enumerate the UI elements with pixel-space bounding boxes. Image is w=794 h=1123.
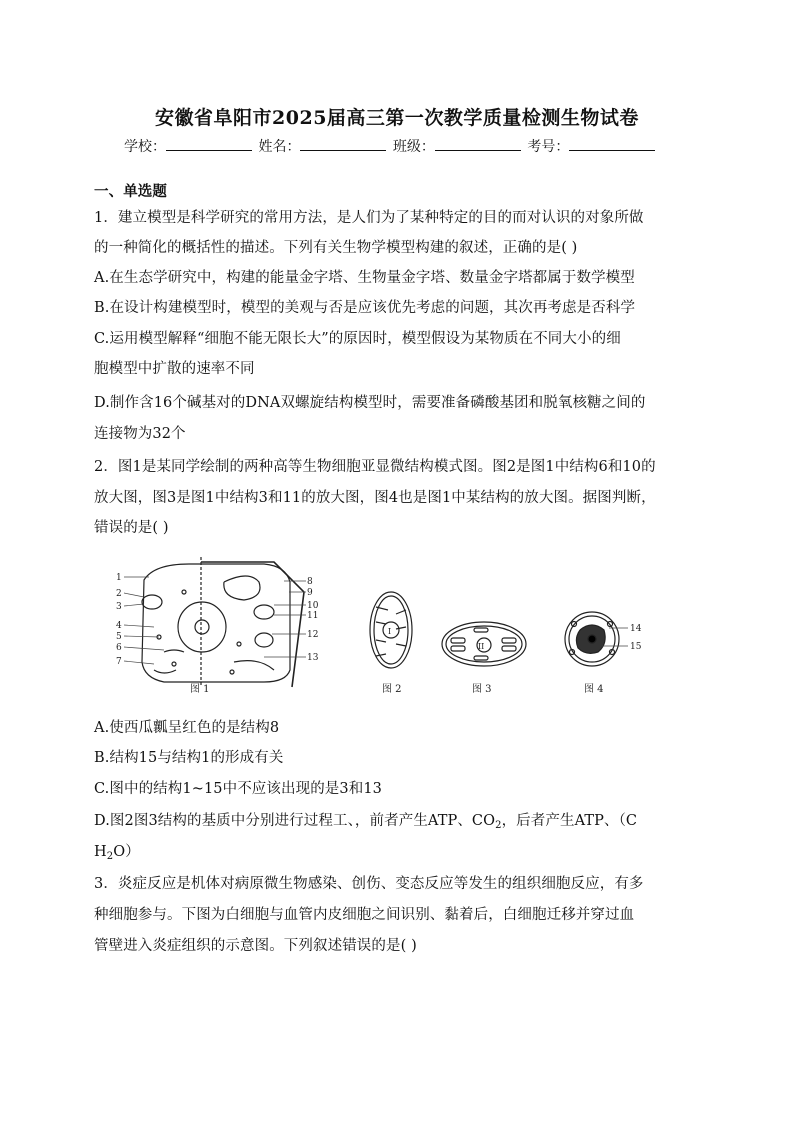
figure-2-caption: 图 2 xyxy=(382,684,402,695)
figure-4-caption: 图 4 xyxy=(584,684,604,695)
figure-1-caption: 图 1 xyxy=(190,684,210,695)
cell-structure-figure xyxy=(114,552,654,702)
class-blank[interactable] xyxy=(435,138,521,151)
q2-d-text-4: O） xyxy=(113,844,140,860)
name-blank[interactable] xyxy=(300,138,386,151)
q2-option-a[interactable]: A.使西瓜瓤呈红色的是结构8 xyxy=(94,720,280,736)
class-label: 班级： xyxy=(392,139,435,155)
section-heading: 一、单选题 xyxy=(94,183,167,200)
label-15: 15 xyxy=(630,642,642,652)
q1-option-a[interactable]: A.在生态学研究中，构建的能量金字塔、生物量金字塔、数量金字塔都属于数学模型 xyxy=(94,270,635,286)
label-10: 10 xyxy=(307,601,319,611)
q1-option-c-line1[interactable]: C.运用模型解释“细胞不能无限长大”的原因时，模型假设为某物质在不同大小的细 xyxy=(94,331,621,347)
q2-stem-line2: 放大图，图3是图1中结构3和11的放大图，图4也是图1中某结构的放大图。据图判断， xyxy=(94,490,656,506)
q2-stem-line1: 2．图1是某同学绘制的两种高等生物细胞亚显微结构模式图。图2是图1中结构6和10的 xyxy=(94,459,656,475)
label-9: 9 xyxy=(307,588,313,598)
q1-option-c-line2: 胞模型中扩散的速率不同 xyxy=(94,361,255,377)
label-6: 6 xyxy=(116,643,122,653)
student-info-row xyxy=(124,136,657,156)
number-blank[interactable] xyxy=(569,138,655,151)
q3-stem-line3: 管壁进入炎症组织的示意图。下列叙述错误的是( ) xyxy=(94,938,417,954)
q1-option-d-line1[interactable]: D.制作含16个碱基对的DNA双螺旋结构模型时，需要准备磷酸基团和脱氧核糖之间的 xyxy=(94,395,646,411)
roman-numeral-ii: II xyxy=(478,642,485,651)
school-blank[interactable] xyxy=(166,138,252,151)
q2-option-d-line1[interactable] xyxy=(94,809,637,831)
q2-d-text-3: H xyxy=(94,844,107,860)
q2-d-sub-2: 2 xyxy=(106,851,114,862)
q1-stem-line2: 的一种简化的概括性的描述。下列有关生物学模型构建的叙述，正确的是( ) xyxy=(94,240,578,256)
q2-d-sub-1: 2 xyxy=(495,820,502,831)
label-3: 3 xyxy=(116,602,122,612)
label-12: 12 xyxy=(307,630,319,640)
number-label: 考号： xyxy=(527,139,570,155)
roman-numeral-i: I xyxy=(388,627,392,636)
label-14: 14 xyxy=(630,624,642,634)
q3-stem-line1: 3．炎症反应是机体对病原微生物感染、创伤、变态反应等发生的组织细胞反应，有多 xyxy=(94,876,644,892)
label-2: 2 xyxy=(116,589,122,599)
figure-1-cell-diagram xyxy=(142,557,304,687)
q2-d-text-2: ，后者产生ATP、（C xyxy=(501,813,638,829)
label-7: 7 xyxy=(116,657,122,667)
q1-option-d-line2: 连接物为32个 xyxy=(94,426,186,442)
q3-stem-line2: 种细胞参与。下图为白细胞与血管内皮细胞之间识别、黏着后，白细胞迁移并穿过血 xyxy=(94,907,635,923)
figure-3-caption: 图 3 xyxy=(472,684,492,695)
q1-stem-line1: 1．建立模型是科学研究的常用方法，是人们为了某种特定的目的而对认识的对象所做 xyxy=(94,210,644,226)
label-1: 1 xyxy=(116,573,122,583)
label-4: 4 xyxy=(116,621,122,631)
q1-option-b[interactable]: B.在设计构建模型时，模型的美观与否是应该优先考虑的问题，其次再考虑是否科学 xyxy=(94,300,636,316)
page-title: 安徽省阜阳市2025届高三第一次教学质量检测生物试卷 xyxy=(155,107,639,129)
label-5: 5 xyxy=(116,632,122,642)
name-label: 姓名： xyxy=(258,139,301,155)
q2-option-c[interactable]: C.图中的结构1~15中不应该出现的是3和13 xyxy=(94,781,382,797)
figure-4-organelle xyxy=(565,612,619,666)
q2-option-b[interactable]: B.结构15与结构1的形成有关 xyxy=(94,750,284,766)
q2-stem-line3: 错误的是( ) xyxy=(94,520,169,536)
school-label: 学校： xyxy=(124,139,166,155)
label-13: 13 xyxy=(307,653,319,663)
q2-d-text-1: D.图2图3结构的基质中分别进行过程工、，前者产生ATP、CO xyxy=(94,813,496,829)
label-8: 8 xyxy=(307,577,313,587)
label-11: 11 xyxy=(307,611,319,621)
q2-option-d-line2 xyxy=(94,840,140,862)
